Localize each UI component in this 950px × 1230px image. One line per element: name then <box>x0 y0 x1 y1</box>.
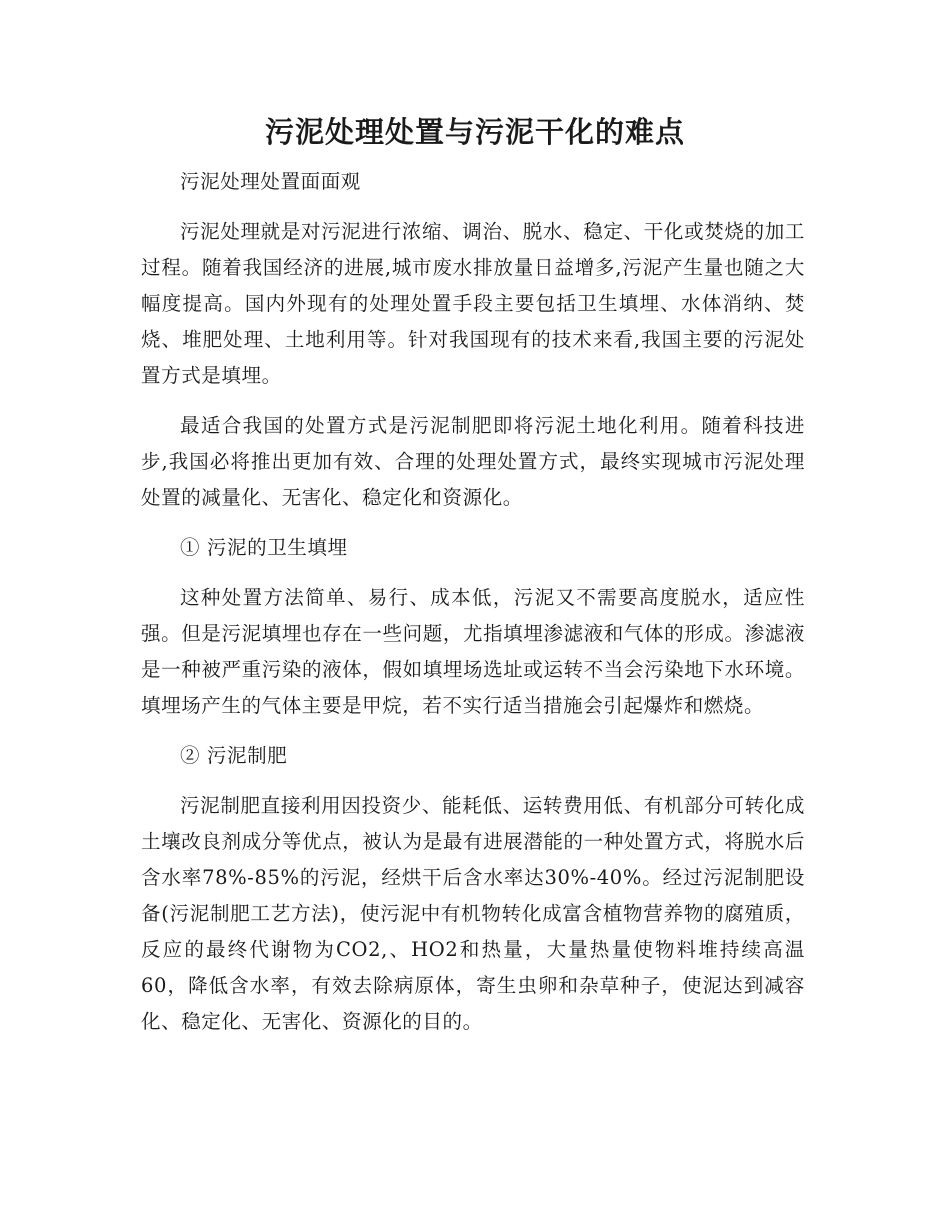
paragraph-fertilizer-details: 污泥制肥直接利用因投资少、能耗低、运转费用低、有机部分可转化成土壤改良剂成分等优点，被认为是最有进展潜能的一种处置方式，将脱水后含水率78%-85%的污泥，经烘干后含水率达30%-40%。经过污泥制肥设备(污泥制肥工艺方法)，使污泥中有机物转化成富含植物营养物的腐殖质，反应的最终代谢物为CO2,、HO2和热量，大量热量使物料堆持续高温60，降低含水率，有效去除病原体，寄生虫卵和杂草种子，使泥达到减容化、稳定化、无害化、资源化的目的。 <box>141 794 805 1033</box>
document-body <box>141 164 805 1054</box>
section-heading-fertilizer: ② 污泥制肥 <box>180 744 288 767</box>
document-title: 污泥处理处置与污泥干化的难点 <box>264 115 685 149</box>
paragraph-overview-heading: 污泥处理处置面面观 <box>180 170 361 193</box>
paragraph-fertilizer-suitability: 最适合我国的处置方式是污泥制肥即将污泥土地化利用。随着科技进步,我国必将推出更加有效、合理的处理处置方式，最终实现城市污泥处理处置的减量化、无害化、稳定化和资源化。 <box>141 414 805 509</box>
section-heading-landfill: ① 污泥的卫生填埋 <box>180 536 348 559</box>
paragraph-treatment-definition: 污泥处理就是对污泥进行浓缩、调治、脱水、稳定、干化或焚烧的加工过程。随着我国经济的进展,城市废水排放量日益增多,污泥产生量也随之大幅度提高。国内外现有的处理处置手段主要包括卫生填埋、水体消纳、焚烧、堆肥处理、土地利用等。针对我国现有的技术来看,我国主要的污泥处置方式是填埋。 <box>141 220 805 387</box>
paragraph-landfill-details: 这种处置方法简单、易行、成本低，污泥又不需要高度脱水，适应性强。但是污泥填埋也存在一些问题，尤指填埋渗滤液和气体的形成。渗滤液是一种被严重污染的液体，假如填埋场选址或运转不当会污染地下水环境。填埋场产生的气体主要是甲烷，若不实行适当措施会引起爆炸和燃烧。 <box>141 586 805 717</box>
